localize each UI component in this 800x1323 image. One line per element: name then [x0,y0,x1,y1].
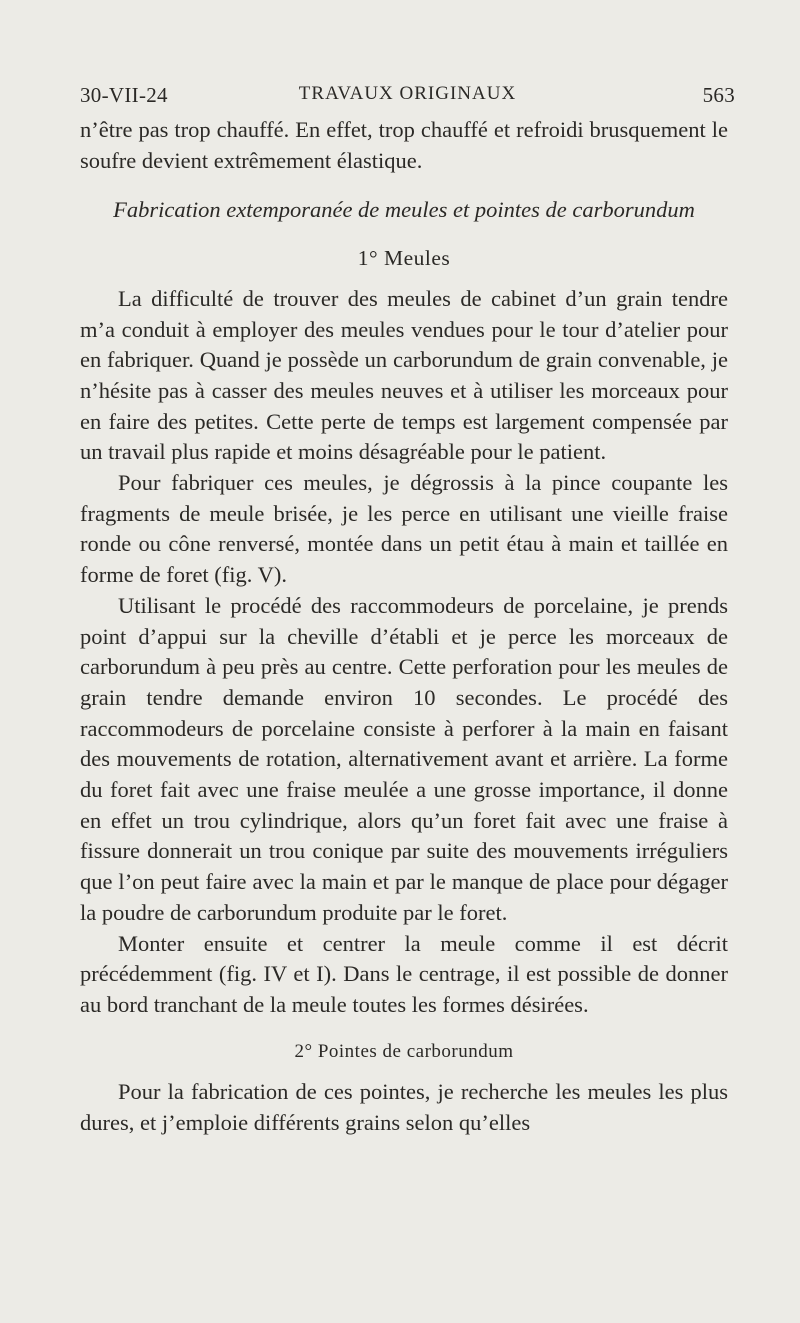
subheading-pointes: 2° Pointes de carborundum [294,1040,514,1062]
subheading-meules: 1° Meules [357,246,451,271]
page-number: 563 [702,83,735,107]
paragraph-fabriquer: Pour fabriquer ces meules, je dégrossis à la pince coupante les fragments de meule brisée, je les perce en utilisant une vieille fraise ronde ou cône renversé, montée dans un petit étau à main et taillée en forme de foret (fig. V). [80,470,728,588]
paragraph-utilisant: Utilisant le procédé des raccommodeurs de porcelaine, je prends point d’appui sur la cheville d’établi et je perce les morceaux de carborundum à peu près au centre. Cette perforation pour les meules de grain tendre demande environ 10 secondes. Le procédé des raccommodeurs de porcelaine consiste à perforer à la main en faisant des mouvements de rotation, alternativement avant et arrière. La forme du foret fait avec une fraise meulée a une grosse importance, il donne en effet un trou cylindrique, alors qu’un foret fait avec une fraise à fissure donnerait un trou conique par suite des mouvements irréguliers que l’on peut faire avec la main et par le manque de place pour dégager la poudre de carborundum produite par le foret. [80,592,728,925]
running-header [80,83,735,117]
header-journal-section: TRAVAUX ORIGINAUX [298,83,517,104]
body-text [80,115,728,1139]
section-title: Fabrication extemporanée de meules et pointes de carborundum [113,197,695,223]
paragraph-difficulte: La difficulté de trouver des meules de cabinet d’un grain tendre m’a conduit à employer des meules vendues pour le tour d’atelier pour en fabriquer. Quand je possède un carborundum de grain convenable, je n’hésite pas à casser des meules neuves et à utiliser les morceaux pour en faire des petites. Cette perte de temps est largement compensée par un travail plus rapide et moins désagréable pour le patient. [80,285,728,465]
paragraph-continuation: n’être pas trop chauffé. En effet, trop chauffé et refroidi brusquement le soufre devient extrêmement élastique. [80,117,728,173]
paragraph-pointes: Pour la fabrication de ces pointes, je recherche les meules les plus dures, et j’emploie différents grains selon qu’elles [80,1079,728,1136]
header-date: 30-VII-24 [80,83,168,107]
paragraph-monter: Monter ensuite et centrer la meule comme il est décrit précédemment (fig. IV et I). Dans le centrage, il est possible de donner au bord tranchant de la meule toutes les formes désirées. [80,930,728,1017]
